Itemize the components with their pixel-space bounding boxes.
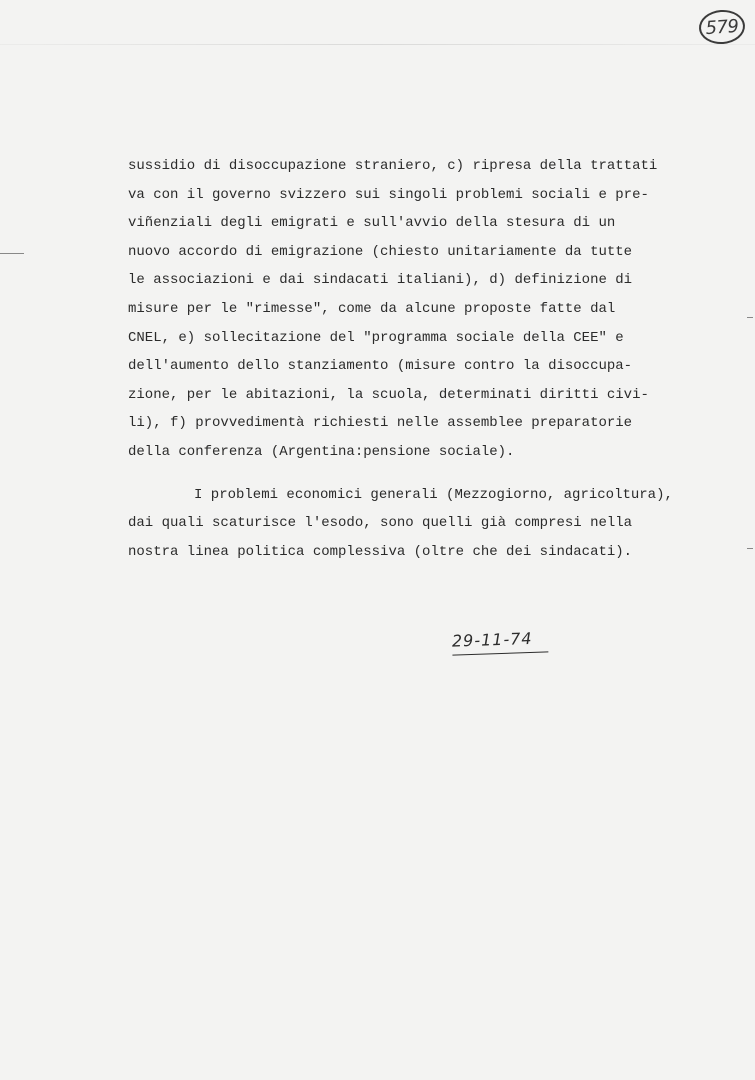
typed-text-body (128, 152, 740, 566)
text-line: sussidio di disoccupazione straniero, c) ripresa della trattati (128, 158, 658, 174)
text-line: della conferenza (Argentina:pensione sociale). (128, 443, 515, 460)
text-line: I problemi economici generali (Mezzogiorno, agricoltura), (194, 486, 673, 503)
text-line: nostra linea politica complessiva (oltre che dei sindacati). (128, 543, 633, 560)
margin-mark-right (747, 548, 753, 549)
text-line: nuovo accordo di emigrazione (chiesto unitariamente da tutte (128, 243, 633, 260)
text-line: misure per le "rimesse", come da alcune proposte fatte dal (128, 300, 616, 317)
text-line: viñenziali degli emigrati e sull'avvio della stesura di un (128, 215, 616, 232)
text-line: CNEL, e) sollecitazione del "programma sociale della CEE" e (128, 329, 624, 346)
text-line: dai quali scaturisce l'esodo, sono quelli già compresi nella (128, 515, 633, 532)
handwritten-date: 29-11-74 (452, 628, 549, 655)
margin-mark-left (0, 253, 24, 254)
text-line: li), f) provvedimentà richiesti nelle assemblee preparatorie (128, 415, 633, 432)
text-line: va con il governo svizzero sui singoli problemi sociali e pre- (128, 186, 649, 203)
text-line: dell'aumento dello stanziamento (misure contro la disoccupa- (128, 358, 633, 375)
page-edge-line (0, 44, 755, 45)
text-line: le associazioni e dai sindacati italiani), d) definizione di (128, 272, 633, 289)
page-number: 579 (704, 15, 740, 39)
paragraph-2 (128, 481, 740, 567)
text-line: zione, per le abitazioni, la scuola, determinati diritti civi- (128, 386, 649, 403)
paragraph-1 (128, 152, 740, 467)
margin-mark-right (747, 317, 753, 318)
page-number-stamp (698, 8, 746, 45)
